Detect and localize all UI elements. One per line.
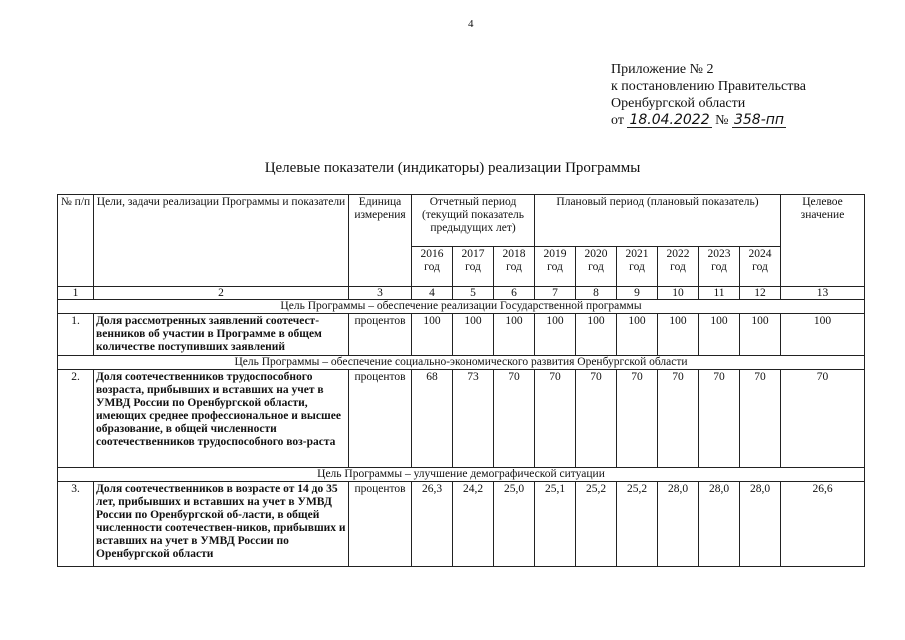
col-number: 2 (94, 287, 349, 300)
value-cell: 68 (412, 370, 453, 468)
col-number: 8 (576, 287, 617, 300)
goal-row-3 (58, 468, 865, 482)
appendix-line-2: к постановлению Правительства (611, 79, 807, 94)
year-2023: 2023 год (699, 247, 740, 287)
goal-heading: Цель Программы – обеспечение социально-экономического развития Оренбургской области (58, 356, 865, 370)
header-unit: Единица измерения (349, 195, 412, 287)
row-num: 3. (58, 482, 94, 567)
goal-row-2 (58, 356, 865, 370)
header-plan-period: Плановый период (плановый показатель) (535, 195, 781, 247)
appendix-block (611, 61, 806, 129)
col-number: 3 (349, 287, 412, 300)
col-number: 4 (412, 287, 453, 300)
number-label: № (715, 113, 729, 128)
col-number: 6 (494, 287, 535, 300)
value-cell: 25,2 (617, 482, 658, 567)
header-target: Целевое значение (781, 195, 865, 287)
value-cell: 100 (535, 314, 576, 356)
value-cell: 28,0 (740, 482, 781, 567)
indicator-text: Доля рассмотренных заявлений соотечест-венников об участии в Программе в общем количестве поступивших заявлений (94, 314, 349, 356)
value-cell: 100 (453, 314, 494, 356)
year-2022: 2022 год (658, 247, 699, 287)
value-cell: 25,0 (494, 482, 535, 567)
indicator-text: Доля соотечественников трудоспособного возраста, прибывших и вставших на учет в УМВД России по Оренбургской области, имеющих среднее профессиональное и высшее образование, в общей численности соотечественников трудоспособного воз-раста (94, 370, 349, 468)
table-row (58, 370, 865, 468)
year-2016: 2016 год (412, 247, 453, 287)
header-report-period: Отчетный период (текущий показатель предыдущих лет) (412, 195, 535, 247)
col-number: 12 (740, 287, 781, 300)
unit-cell: процентов (349, 314, 412, 356)
target-cell: 70 (781, 370, 865, 468)
goal-heading: Цель Программы – улучшение демографической ситуации (58, 468, 865, 482)
goal-row-1 (58, 300, 865, 314)
value-cell: 25,2 (576, 482, 617, 567)
col-number: 5 (453, 287, 494, 300)
handwritten-date: 18.04.2022 (629, 112, 710, 128)
page-title: Целевые показатели (индикаторы) реализации Программы (264, 160, 641, 176)
goal-heading: Цель Программы – обеспечение реализации Государственной программы (58, 300, 865, 314)
value-cell: 70 (699, 370, 740, 468)
from-label: от (611, 113, 624, 128)
table-row (58, 482, 865, 567)
appendix-line-1: Приложение № 2 (611, 62, 714, 77)
value-cell: 70 (494, 370, 535, 468)
value-cell: 70 (535, 370, 576, 468)
value-cell: 70 (658, 370, 699, 468)
value-cell: 100 (494, 314, 535, 356)
indicator-text: Доля соотечественников в возрасте от 14 до 35 лет, прибывших и вставших на учет в УМВД России по Оренбургской об-ласти, в общей численности соотечествен-ников, прибывших и вставших на учет в УМВД России по Оренбургской области (94, 482, 349, 567)
col-number: 7 (535, 287, 576, 300)
column-numbers-row (58, 287, 865, 300)
year-2017: 2017 год (453, 247, 494, 287)
appendix-line-3: Оренбургской области (611, 96, 746, 111)
year-2019: 2019 год (535, 247, 576, 287)
value-cell: 70 (740, 370, 781, 468)
value-cell: 26,3 (412, 482, 453, 567)
value-cell: 100 (617, 314, 658, 356)
value-cell: 100 (412, 314, 453, 356)
year-2018: 2018 год (494, 247, 535, 287)
col-number: 10 (658, 287, 699, 300)
value-cell: 28,0 (658, 482, 699, 567)
value-cell: 100 (658, 314, 699, 356)
value-cell: 73 (453, 370, 494, 468)
col-number: 13 (781, 287, 865, 300)
unit-cell: процентов (349, 482, 412, 567)
indicators-table (57, 194, 865, 567)
col-number: 1 (58, 287, 94, 300)
value-cell: 70 (576, 370, 617, 468)
header-num: № п/п (58, 195, 94, 287)
value-cell: 70 (617, 370, 658, 468)
value-cell: 100 (576, 314, 617, 356)
row-num: 2. (58, 370, 94, 468)
value-cell: 100 (740, 314, 781, 356)
value-cell: 24,2 (453, 482, 494, 567)
value-cell: 25,1 (535, 482, 576, 567)
value-cell: 100 (699, 314, 740, 356)
col-number: 9 (617, 287, 658, 300)
year-2020: 2020 год (576, 247, 617, 287)
year-2021: 2021 год (617, 247, 658, 287)
unit-cell: процентов (349, 370, 412, 468)
col-number: 11 (699, 287, 740, 300)
value-cell: 28,0 (699, 482, 740, 567)
row-num: 1. (58, 314, 94, 356)
appendix-date-line (611, 112, 806, 129)
target-cell: 26,6 (781, 482, 865, 567)
header-goals: Цели, задачи реализации Программы и показатели (94, 195, 349, 287)
year-2024: 2024 год (740, 247, 781, 287)
target-cell: 100 (781, 314, 865, 356)
handwritten-number: 358-пп (733, 112, 785, 128)
page-number: 4 (468, 18, 474, 30)
table-row (58, 314, 865, 356)
header-row-1 (58, 195, 865, 247)
